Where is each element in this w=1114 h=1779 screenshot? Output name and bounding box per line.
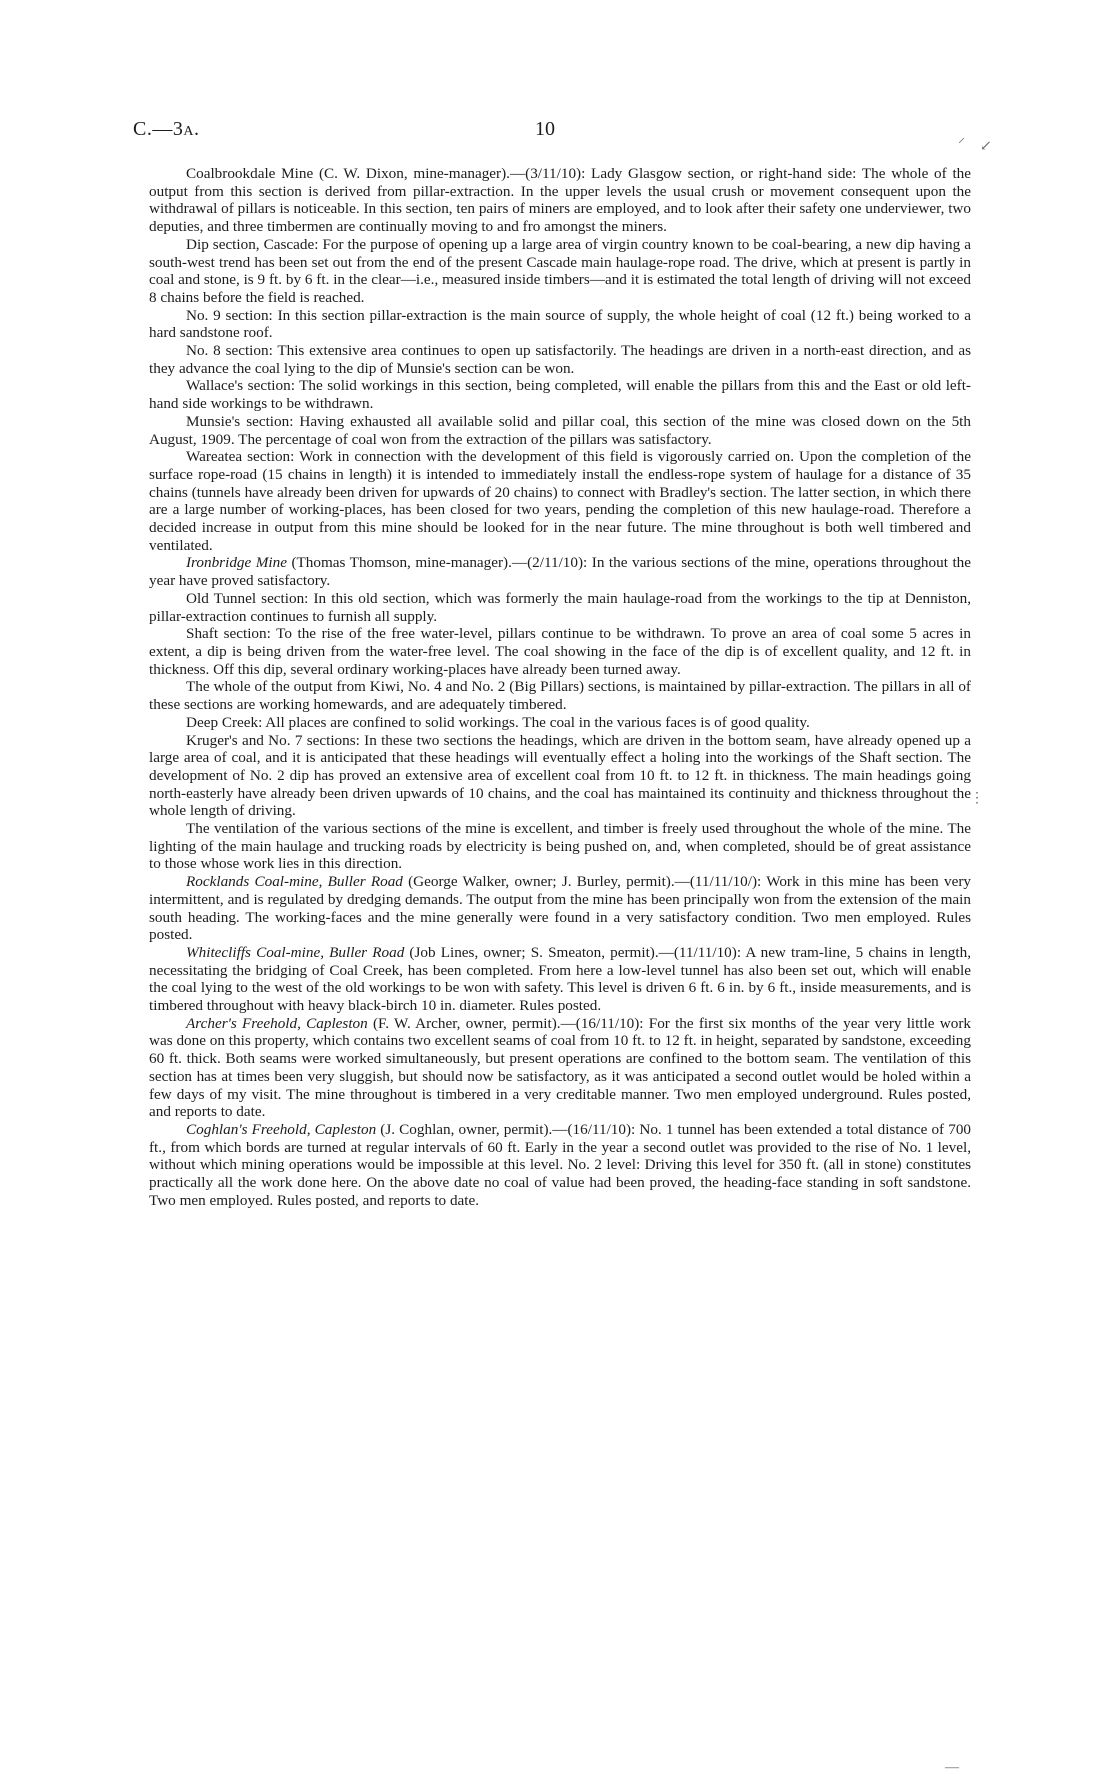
mine-name: Ironbridge Mine [186,554,287,572]
paragraph-text: No. 8 section: This extensive area continues to open up satisfactorily. The headings are driven in a north-east direction, and as they advance the coal lying to the dip of Munsie's section can be won. [149,342,971,377]
report-reference: C.—3A. [133,118,200,140]
paragraph [149,377,971,412]
paragraph [149,448,971,554]
page-header [133,118,995,148]
paragraph [149,413,971,448]
mine-name: Whitecliffs Coal-mine, Buller Road [186,943,405,961]
paragraph-text: Old Tunnel section: In this old section, which was formerly the main haulage-road from the workings to the tip at Denniston, pillar-extraction continues to furnish all supply. [149,589,971,625]
report-body [149,165,971,1209]
paragraph-text: Wareatea section: Work in connection with the development of this field is vigorously carried on. Upon the completion of the surface rope-road (15 chains in length) it is intended to immediately install the endless-rope system of haulage for a distance of 35 chains (tunnels have already been driven for upwards of 20 chains) to connect with Bradley's section. The latter section, in which there are a large number of working-places, has been closed for two years, pending the completion of this new haulage-road. Therefore a decided increase in output from this mine should be looked for in the near future. The mine throughout is both well timbered and ventilated. [149,448,971,554]
paragraph-text: (J. Coghlan, owner, permit).—(16/11/10): No. 1 tunnel has been extended a total distance of 700 ft., from which bords are turned at regular intervals of 60 ft. Early in the year a second outlet was provided to the rise of No. 1 level, without which mining operations would be impossible at this level. No. 2 level: Driving this level for 350 ft. (all in stone) constitutes practically all the work done here. On the above date no coal of value had been proved, the heading-face standing in soft sandstone. Two men employed. Rules posted, and reports to date. [149,1120,972,1209]
paragraph-text: Munsie's section: Having exhausted all available solid and pillar coal, this section of the mine was closed down on the 5th August, 1909. The percentage of coal won from the extraction of the pillars was satisfactory. [149,412,971,448]
paragraph-text: The whole of the output from Kiwi, No. 4 and No. 2 (Big Pillars) sections, is maintained by pillar-extraction. The pillars in all of these sections are working homewards, and are adequately timbered. [149,678,971,714]
scan-mark-middle: ⋮ [970,791,984,806]
paragraph [149,307,971,342]
scan-mark-top: ⸝ [958,131,965,146]
mine-name: Rocklands Coal-mine, Buller Road [186,873,403,891]
paragraph-text: No. 9 section: In this section pillar-extraction is the main source of supply, the whole height of coal (12 ft.) being worked to a hard sandstone roof. [149,306,971,342]
paragraph-text: Wallace's section: The solid workings in this section, being completed, will enable the pillars from this and the East or old left-hand side workings to be withdrawn. [149,377,971,413]
mine-name: Coghlan's Freehold, Capleston [186,1120,377,1138]
paragraph [149,165,971,236]
scan-mark-arrow: ↙ [980,139,992,154]
paragraph [149,873,971,944]
paragraph-text: (George Walker, owner; J. Burley, permit).—(11/11/10/): Work in this mine has been very intermittent, and is regulated by dredging demands. The output from the mine has been principally won from the extension of the main south heading. The working-faces and the mine generally were found in a very satisfactory condition. Two men employed. Rules posted. [149,873,971,944]
report-code-suffix: A [183,124,194,139]
paragraph-text: Kruger's and No. 7 sections: In these two sections the headings, which are driven in the bottom seam, have already opened up a large area of coal, and it is anticipated that these headings will eventually effect a holing into the workings of the Shaft section. The development of No. 2 dip has proved an extensive area of excellent coal from 10 ft. to 12 ft. in thickness. The main headings going north-easterly have already been driven upwards of 10 chains, and the coal has maintained its continuity and thickness throughout the whole length of driving. [149,731,971,820]
scan-mark-bottom: — [945,1760,959,1775]
paragraph [149,820,971,873]
paragraph [149,678,971,713]
paragraph [149,236,971,307]
page-number: 10 [535,118,555,140]
paragraph [149,554,971,589]
paragraph [149,342,971,377]
paragraph-text: Deep Creek: All places are confined to solid workings. The coal in the various faces is of good quality. [186,713,810,731]
paragraph-text: The ventilation of the various sections of the mine is excellent, and timber is freely used throughout the whole of the mine. The lighting of the main haulage and trucking roads by electricity is being pushed on, and, when completed, should be of great assistance to those whose work lies in this direction. [149,820,971,873]
paragraph [149,590,971,625]
paragraph [149,625,971,678]
paragraph-text: (Job Lines, owner; S. Smeaton, permit).—(11/11/10): A new tram-line, 5 chains in length, necessitating the bridging of Coal Creek, has been completed. From here a low-level tunnel has also been set out, which will enable the coal lying to the west of the old workings to be won with safety. This level is driven 6 ft. 6 in. by 6 ft., inside measurements, and is timbered throughout with heavy black-birch 10 in. diameter. Rules posted. [149,943,971,1015]
paragraph-text: (F. W. Archer, owner, permit).—(16/11/10): For the first six months of the year very little work was done on this property, which contains two excellent seams of coal from 10 ft. to 12 ft. in height, separated by sandstone, exceeding 60 ft. thick. Both seams were worked simultaneously, but present operations are confined to the bottom seam. The ventilation of this section has at times been very sluggish, but should now be satisfactory, as it was anticipated a second outlet would be holed within a few days of my visit. The mine throughout is timbered in a very creditable manner. Two men employed underground. Rules posted, and reports to date. [149,1014,971,1121]
paragraph [149,732,971,821]
paragraph-text: Coalbrookdale Mine (C. W. Dixon, mine-manager).—(3/11/10): Lady Glasgow section, or right-hand side: The whole of the output from this section is derived from pillar-extraction. In the upper levels the usual crush or movement consequent upon the withdrawal of pillars is noticeable. In this section, ten pairs of miners are employed, and to look after their safety one underviewer, two deputies, and three timbermen are continually moving to and fro amongst the miners. [149,165,971,236]
paragraph-text: (Thomas Thomson, mine-manager).—(2/11/10): In the various sections of the mine, operations throughout the year have proved satisfactory. [149,554,971,590]
paragraph [149,714,971,732]
paragraph [149,1121,971,1210]
paragraph [149,1015,971,1121]
paragraph-text: Shaft section: To the rise of the free water-level, pillars continue to be withdrawn. To prove an area of coal some 5 acres in extent, a dip is being driven from the water-free level. The coal showing in the face of the dip is of excellent quality, and 12 ft. in thickness. Off this dip, several ordinary working-places have already been turned away. [149,625,971,678]
report-code: C.—3 [133,118,184,140]
paragraph [149,944,971,1015]
mine-name: Archer's Freehold, Capleston [186,1014,368,1032]
paragraph-text: Dip section, Cascade: For the purpose of opening up a large area of virgin country known to be coal-bearing, a new dip having a south-west trend has been set out from the end of the present Cascade main haulage-rope road. The drive, which at present is partly in coal and stone, is 9 ft. by 6 ft. in the clear—i.e., measured inside timbers—and it is estimated the total length of driving will not exceed 8 chains before the field is reached. [149,235,971,306]
